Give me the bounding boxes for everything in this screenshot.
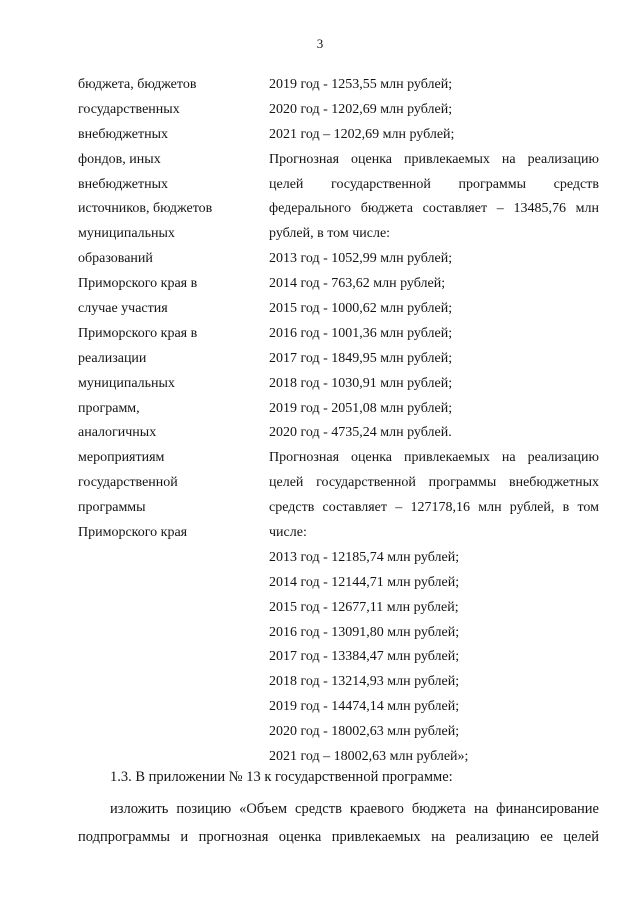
right-line: Прогнозная оценка привлекаемых на реализацию — [269, 151, 599, 167]
right-line: целей государственной программы внебюджетных — [269, 475, 599, 491]
right-line: 2019 год - 2051,08 млн рублей; — [269, 400, 453, 416]
left-line: аналогичных — [78, 425, 157, 441]
right-column — [269, 73, 599, 770]
left-line: мероприятиям — [78, 450, 165, 466]
left-line: реализации — [78, 350, 147, 366]
right-line: 2016 год - 13091,80 млн рублей; — [269, 624, 460, 640]
left-line: программ, — [78, 400, 140, 416]
right-line: средств составляет – 127178,16 млн рублей, в том — [269, 500, 599, 516]
left-line: Приморского края в — [78, 276, 198, 292]
left-line: образований — [78, 251, 153, 267]
right-line: 2019 год - 14474,14 млн рублей; — [269, 699, 460, 715]
left-line: программы — [78, 500, 146, 516]
right-line: 2013 год - 1052,99 млн рублей; — [269, 251, 453, 267]
right-line: числе: — [269, 525, 307, 541]
left-line: Приморского края — [78, 525, 188, 541]
left-line: источников, бюджетов — [78, 201, 213, 217]
right-line: целей государственной программы средств — [269, 176, 599, 192]
left-line: государственных — [78, 101, 180, 117]
left-line: государственной — [78, 475, 178, 491]
right-line: рублей, в том числе: — [269, 226, 391, 242]
right-line: 2019 год - 1253,55 млн рублей; — [269, 77, 453, 92]
right-line: 2018 год - 1030,91 млн рублей; — [269, 375, 453, 391]
page-number: 3 — [316, 36, 324, 51]
right-line: 2020 год - 1202,69 млн рублей; — [269, 101, 453, 117]
right-line: Прогнозная оценка привлекаемых на реализацию — [269, 450, 599, 466]
left-line: Приморского края в — [78, 325, 198, 341]
right-line: 2021 год – 1202,69 млн рублей; — [269, 126, 455, 142]
left-line: муниципальных — [78, 226, 175, 242]
right-line: 2017 год - 13384,47 млн рублей; — [269, 649, 460, 665]
right-line: 2014 год - 12144,71 млн рублей; — [269, 574, 460, 590]
left-line: внебюджетных — [78, 176, 169, 192]
right-line: 2016 год - 1001,36 млн рублей; — [269, 325, 453, 341]
right-line: 2013 год - 12185,74 млн рублей; — [269, 549, 460, 565]
left-line: случае участия — [78, 301, 168, 317]
left-line: муниципальных — [78, 375, 175, 391]
left-column — [78, 73, 248, 546]
paragraph-line: подпрограммы и прогнозная оценка привлекаемых на реализацию ее целей — [78, 829, 599, 845]
right-line: 2020 год - 4735,24 млн рублей. — [269, 425, 452, 441]
left-line: внебюджетных — [78, 126, 169, 142]
right-line: 2017 год - 1849,95 млн рублей; — [269, 350, 453, 366]
right-line: 2021 год – 18002,63 млн рублей»; — [269, 749, 469, 765]
right-line: 2020 год - 18002,63 млн рублей; — [269, 724, 460, 740]
paragraph-line: изложить позицию «Объем средств краевого бюджета на финансирование — [110, 801, 599, 817]
left-line: бюджета, бюджетов — [78, 77, 197, 92]
section-item: 1.3. В приложении № 13 к государственной программе: — [110, 769, 453, 785]
right-line: 2015 год - 1000,62 млн рублей; — [269, 301, 453, 317]
left-line: фондов, иных — [78, 151, 161, 167]
right-line: федерального бюджета составляет – 13485,76 млн — [269, 201, 599, 217]
right-line: 2014 год - 763,62 млн рублей; — [269, 276, 446, 292]
right-line: 2015 год - 12677,11 млн рублей; — [269, 599, 459, 615]
right-line: 2018 год - 13214,93 млн рублей; — [269, 674, 460, 690]
